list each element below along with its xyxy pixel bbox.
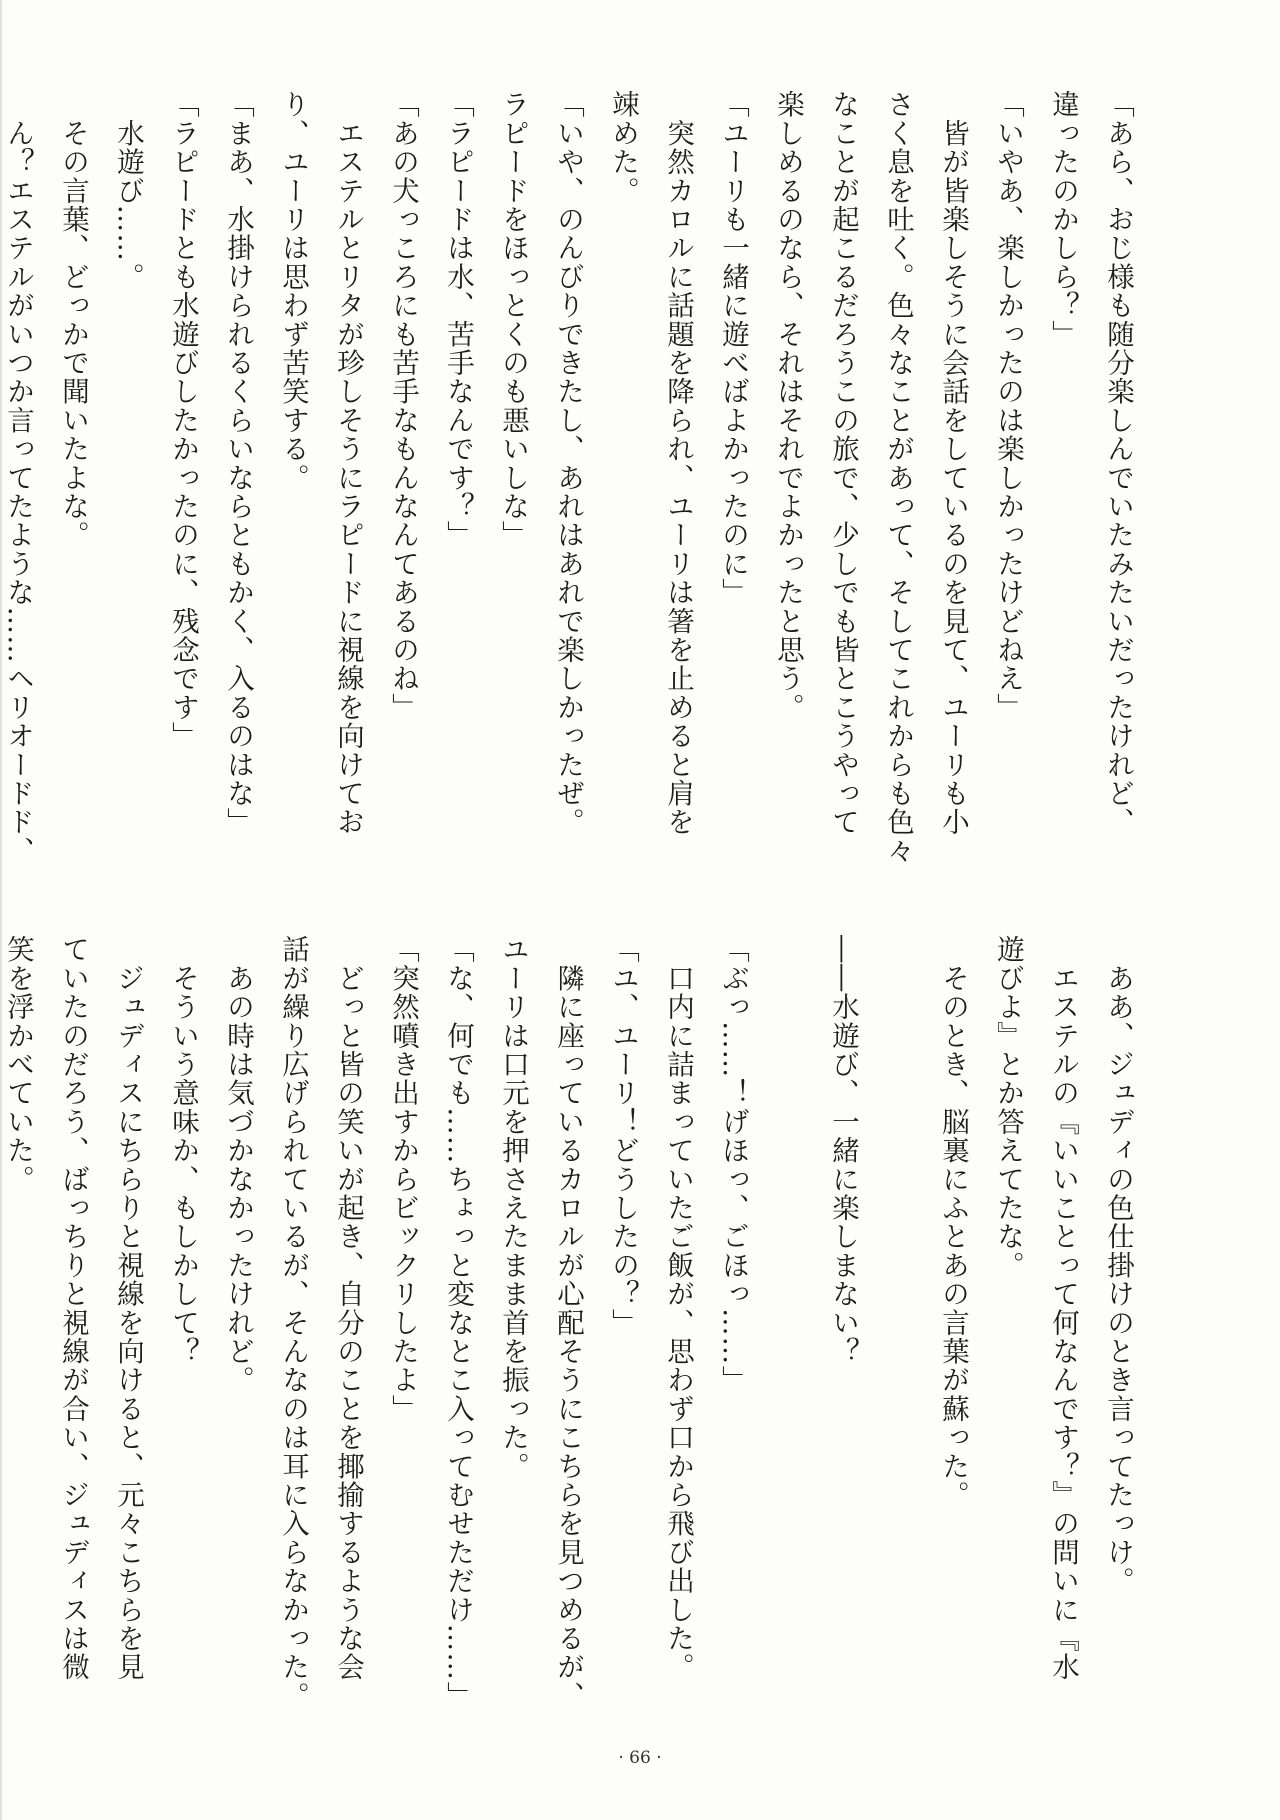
text-line: ん？エステルがいつか言ってたような……ヘリオードド、	[2, 90, 34, 865]
text-line: 「な、何でも……ちょっと変なとこ入ってむせただけ……」	[442, 935, 474, 1710]
blank-line	[760, 935, 815, 1755]
text-line: 竦めた。	[607, 90, 639, 205]
text-line: 皆が皆楽しそうに会話をしているのを見て、ユーリも小	[937, 90, 969, 837]
lower-text-block	[0, 935, 1145, 1755]
text-line: エステルとリタが珍しそうにラピードに視線を向けてお	[332, 90, 364, 837]
text-line: 「ぶっ……！げほっ、ごほっ……」	[717, 935, 749, 1395]
text-line: 隣に座っているカロルが心配そうにこちらを見つめるが、	[552, 935, 584, 1710]
text-line: ていたのだろう、ばっちりと視線が合い、ジュディスは微	[57, 935, 89, 1682]
text-line: ユーリは口元を押さえたまま首を振った。	[497, 935, 529, 1481]
text-line: 「突然噴き出すからビックリしたよ」	[387, 935, 419, 1423]
text-line: 楽しめるのなら、それはそれでよかったと思う。	[772, 90, 804, 722]
text-line: ああ、ジュディの色仕掛けのとき言ってたっけ。	[1102, 935, 1134, 1596]
text-line: 口内に詰まっていたご飯が、思わず口から飛び出した。	[662, 935, 694, 1682]
text-line: ラピードをほっとくのも悪いしな」	[497, 90, 529, 550]
text-line: エステルの『いいことって何なんです？』の問いに『水	[1047, 935, 1079, 1682]
text-line: ジュディスにちらりと視線を向けると、元々こちらを見	[112, 935, 144, 1682]
text-line: その言葉、どっかで聞いたよな。	[57, 90, 89, 550]
upper-text-block	[0, 90, 1145, 910]
text-line: ――水遊び、一緒に楽しまない？	[827, 935, 859, 1366]
text-line: 「まあ、水掛けられるくらいならともかく、入るのはな」	[222, 90, 254, 837]
text-line: 遊びよ』とか答えてたな。	[992, 935, 1024, 1280]
blank-line	[870, 935, 925, 1755]
page-number: · 66 ·	[618, 1748, 662, 1768]
text-line: り、ユーリは思わず苦笑する。	[277, 90, 309, 492]
text-line: 「あら、おじ様も随分楽しんでいたみたいだったけれど、	[1102, 90, 1134, 837]
text-line: なことが起こるだろうこの旅で、少しでも皆とこうやって	[827, 90, 859, 837]
text-line: 「ユーリも一緒に遊べばよかったのに」	[717, 90, 749, 607]
text-line: 笑を浮かべていた。	[2, 935, 34, 1194]
text-line: 「いやあ、楽しかったのは楽しかったけどねえ」	[992, 90, 1024, 722]
text-line: 「あの犬っころにも苦手なもんなんてあるのね」	[387, 90, 419, 722]
text-line: 「ラピードは水、苦手なんです？」	[442, 90, 474, 550]
text-line: そのとき、脳裏にふとあの言葉が蘇った。	[937, 935, 969, 1509]
text-line: 「ユ、ユーリ！どうしたの？」	[607, 935, 639, 1337]
text-line: 「ラピードとも水遊びしたかったのに、残念です」	[167, 90, 199, 751]
text-line: 話が繰り広げられているが、そんなのは耳に入らなかった。	[277, 935, 309, 1710]
text-line: 水遊び……。	[112, 90, 144, 291]
text-line: どっと皆の笑いが起き、自分のことを揶揄するような会	[332, 935, 364, 1682]
text-line: あの時は気づかなかったけれど。	[222, 935, 254, 1395]
text-line: 違ったのかしら？」	[1047, 90, 1079, 349]
text-line: 突然カロルに話題を降られ、ユーリは箸を止めると肩を	[662, 90, 694, 837]
text-line: そういう意味か、もしかして？	[167, 935, 199, 1366]
text-line: 「いや、のんびりできたし、あれはあれで楽しかったぜ。	[552, 90, 584, 837]
text-line: さく息を吐く。色々なことがあって、そしてこれからも色々	[882, 90, 914, 865]
